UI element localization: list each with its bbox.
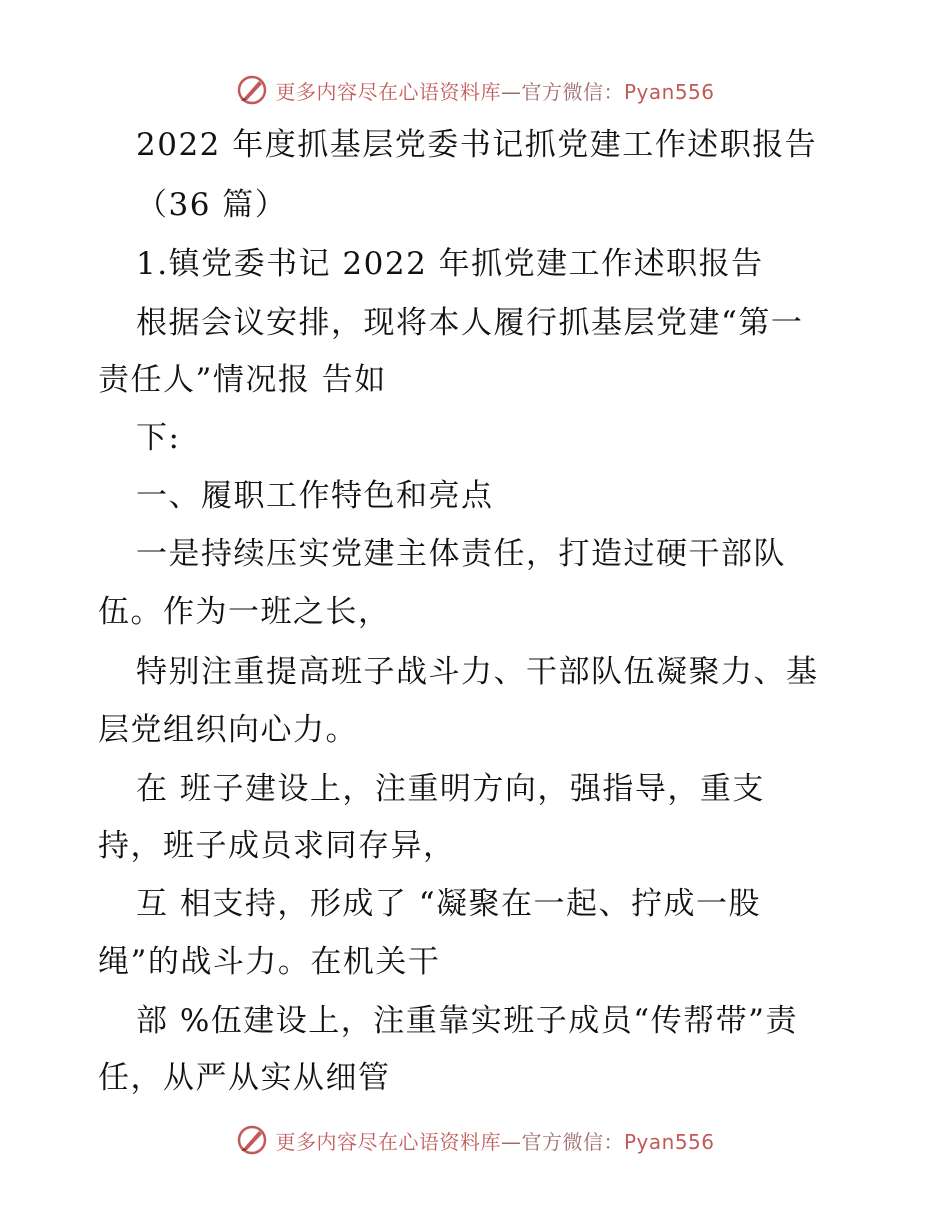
paragraph-line: 下: [136,420,181,456]
document-title-line-1: 2022 年度抓基层党委书记抓党建工作述职报告 [136,127,818,163]
watermark-separator: — [500,79,522,104]
watermark-wechat-label: 官方微信： [521,79,624,104]
paragraph-line: 在 班子建设上，注重明方向，强指导，重支 [136,771,765,807]
paragraph-line: 层党组织向心力。 [98,712,358,748]
watermark-wechat-label: 官方微信： [521,1129,624,1154]
paragraph-line: 伍。作为一班之长， [98,594,391,630]
quill-seal-icon [235,1123,269,1157]
paragraph-line: 持，班子成员求同存异， [98,828,456,864]
footer-watermark [0,1120,950,1160]
paragraph-line: 任，从严从实从细管 [98,1060,391,1096]
watermark-wechat-id: Pyan556 [623,1129,715,1154]
section-heading: 1.镇党委书记 2022 年抓党建工作述职报告 [136,246,764,282]
paragraph-line: 特别注重提高班子战斗力、干部队伍凝聚力、基 [136,654,819,690]
paragraph-line: 根据会议安排，现将本人履行抓基层党建“第一 [136,305,804,341]
watermark-site: 更多内容尽在心语资料库 [275,79,501,104]
paragraph-line: 互 相支持，形成了 “凝聚在一起、拧成一股 [136,886,762,922]
paragraph-line: 绳”的战斗力。在机关干 [98,944,441,980]
watermark-site: 更多内容尽在心语资料库 [275,1129,501,1154]
document-title-line-2: （36 篇） [136,187,288,223]
watermark-text [275,1126,714,1155]
paragraph-line: 部 %伍建设上，注重靠实班子成员“传帮带”责 [136,1003,799,1039]
paragraph-line: 一是持续压实党建主体责任，打造过硬干部队 [136,536,786,572]
paragraph-line: 责任人”情况报 告如 [98,362,387,398]
subsection-heading: 一、履职工作特色和亮点 [136,478,494,514]
watermark-separator: — [500,1129,522,1154]
watermark-wechat-id: Pyan556 [623,79,715,104]
